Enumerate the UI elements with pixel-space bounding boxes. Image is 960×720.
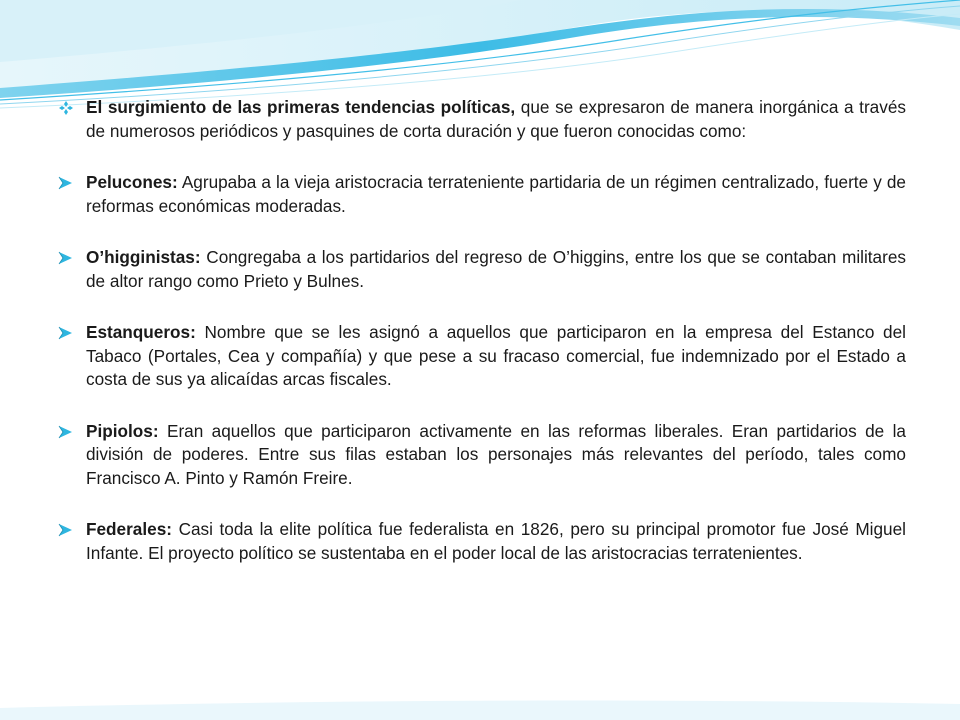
arrow-check-bullet-icon: [58, 175, 74, 191]
item-title: El surgimiento de las primeras tendencias políticas,: [86, 97, 516, 117]
arrow-check-bullet-icon: [58, 325, 74, 341]
item-text: que se expresaron de manera inorgánica a través de numerosos periódicos y pasquines de corta duración y que fueron conocidas como:: [86, 97, 906, 141]
item-title: Pipiolos:: [86, 420, 159, 441]
arrow-check-bullet-icon: [58, 424, 74, 440]
item-text: Agrupaba a la vieja aristocracia terrateniente partidaria de un régimen centralizado, fuerte y de reformas económicas moderadas.: [86, 172, 906, 216]
arrow-check-bullet-icon: [58, 250, 74, 266]
arrow-check-bullet-icon: [58, 522, 74, 538]
item-text: Congregaba a los partidarios del regreso de O’higgins, entre los que se contaban militares de altor rango como Prieto y Bulnes.: [86, 247, 906, 291]
bottom-wave-decoration: [0, 690, 960, 720]
diamond-four-bullet-icon: [58, 100, 74, 116]
item-title: O’higginistas:: [86, 247, 201, 267]
item-title: Estanqueros:: [86, 322, 196, 342]
item-title: Federales:: [86, 519, 172, 539]
item-text: Eran aquellos que participaron activamente en las reformas liberales. Eran partidarios de la división de poderes. Entre sus filas estaban los personajes más relevantes del período, tales como Francisco A. Pinto y Ramón Freire.: [86, 420, 906, 488]
list-item: [58, 420, 906, 491]
list-item: [58, 246, 906, 293]
list-item: [58, 321, 906, 392]
item-text: Casi toda la elite política fue federalista en 1826, pero su principal promotor fue José Miguel Infante. El proyecto político se sustentaba en el poder local de las aristocracias terratenientes.: [86, 519, 906, 563]
bullet-list: [58, 96, 906, 565]
list-item: [58, 96, 906, 143]
item-title: Pelucones:: [86, 172, 178, 192]
list-item: [58, 171, 906, 218]
item-text: Nombre que se les asignó a aquellos que participaron en la empresa del Estanco del Tabaco (Portales, Cea y compañía) y que pese a su fracaso comercial, fue indemnizado por el Estado a costa de sus ya alicaídas arcas fiscales.: [86, 322, 906, 389]
list-item: [58, 518, 906, 565]
